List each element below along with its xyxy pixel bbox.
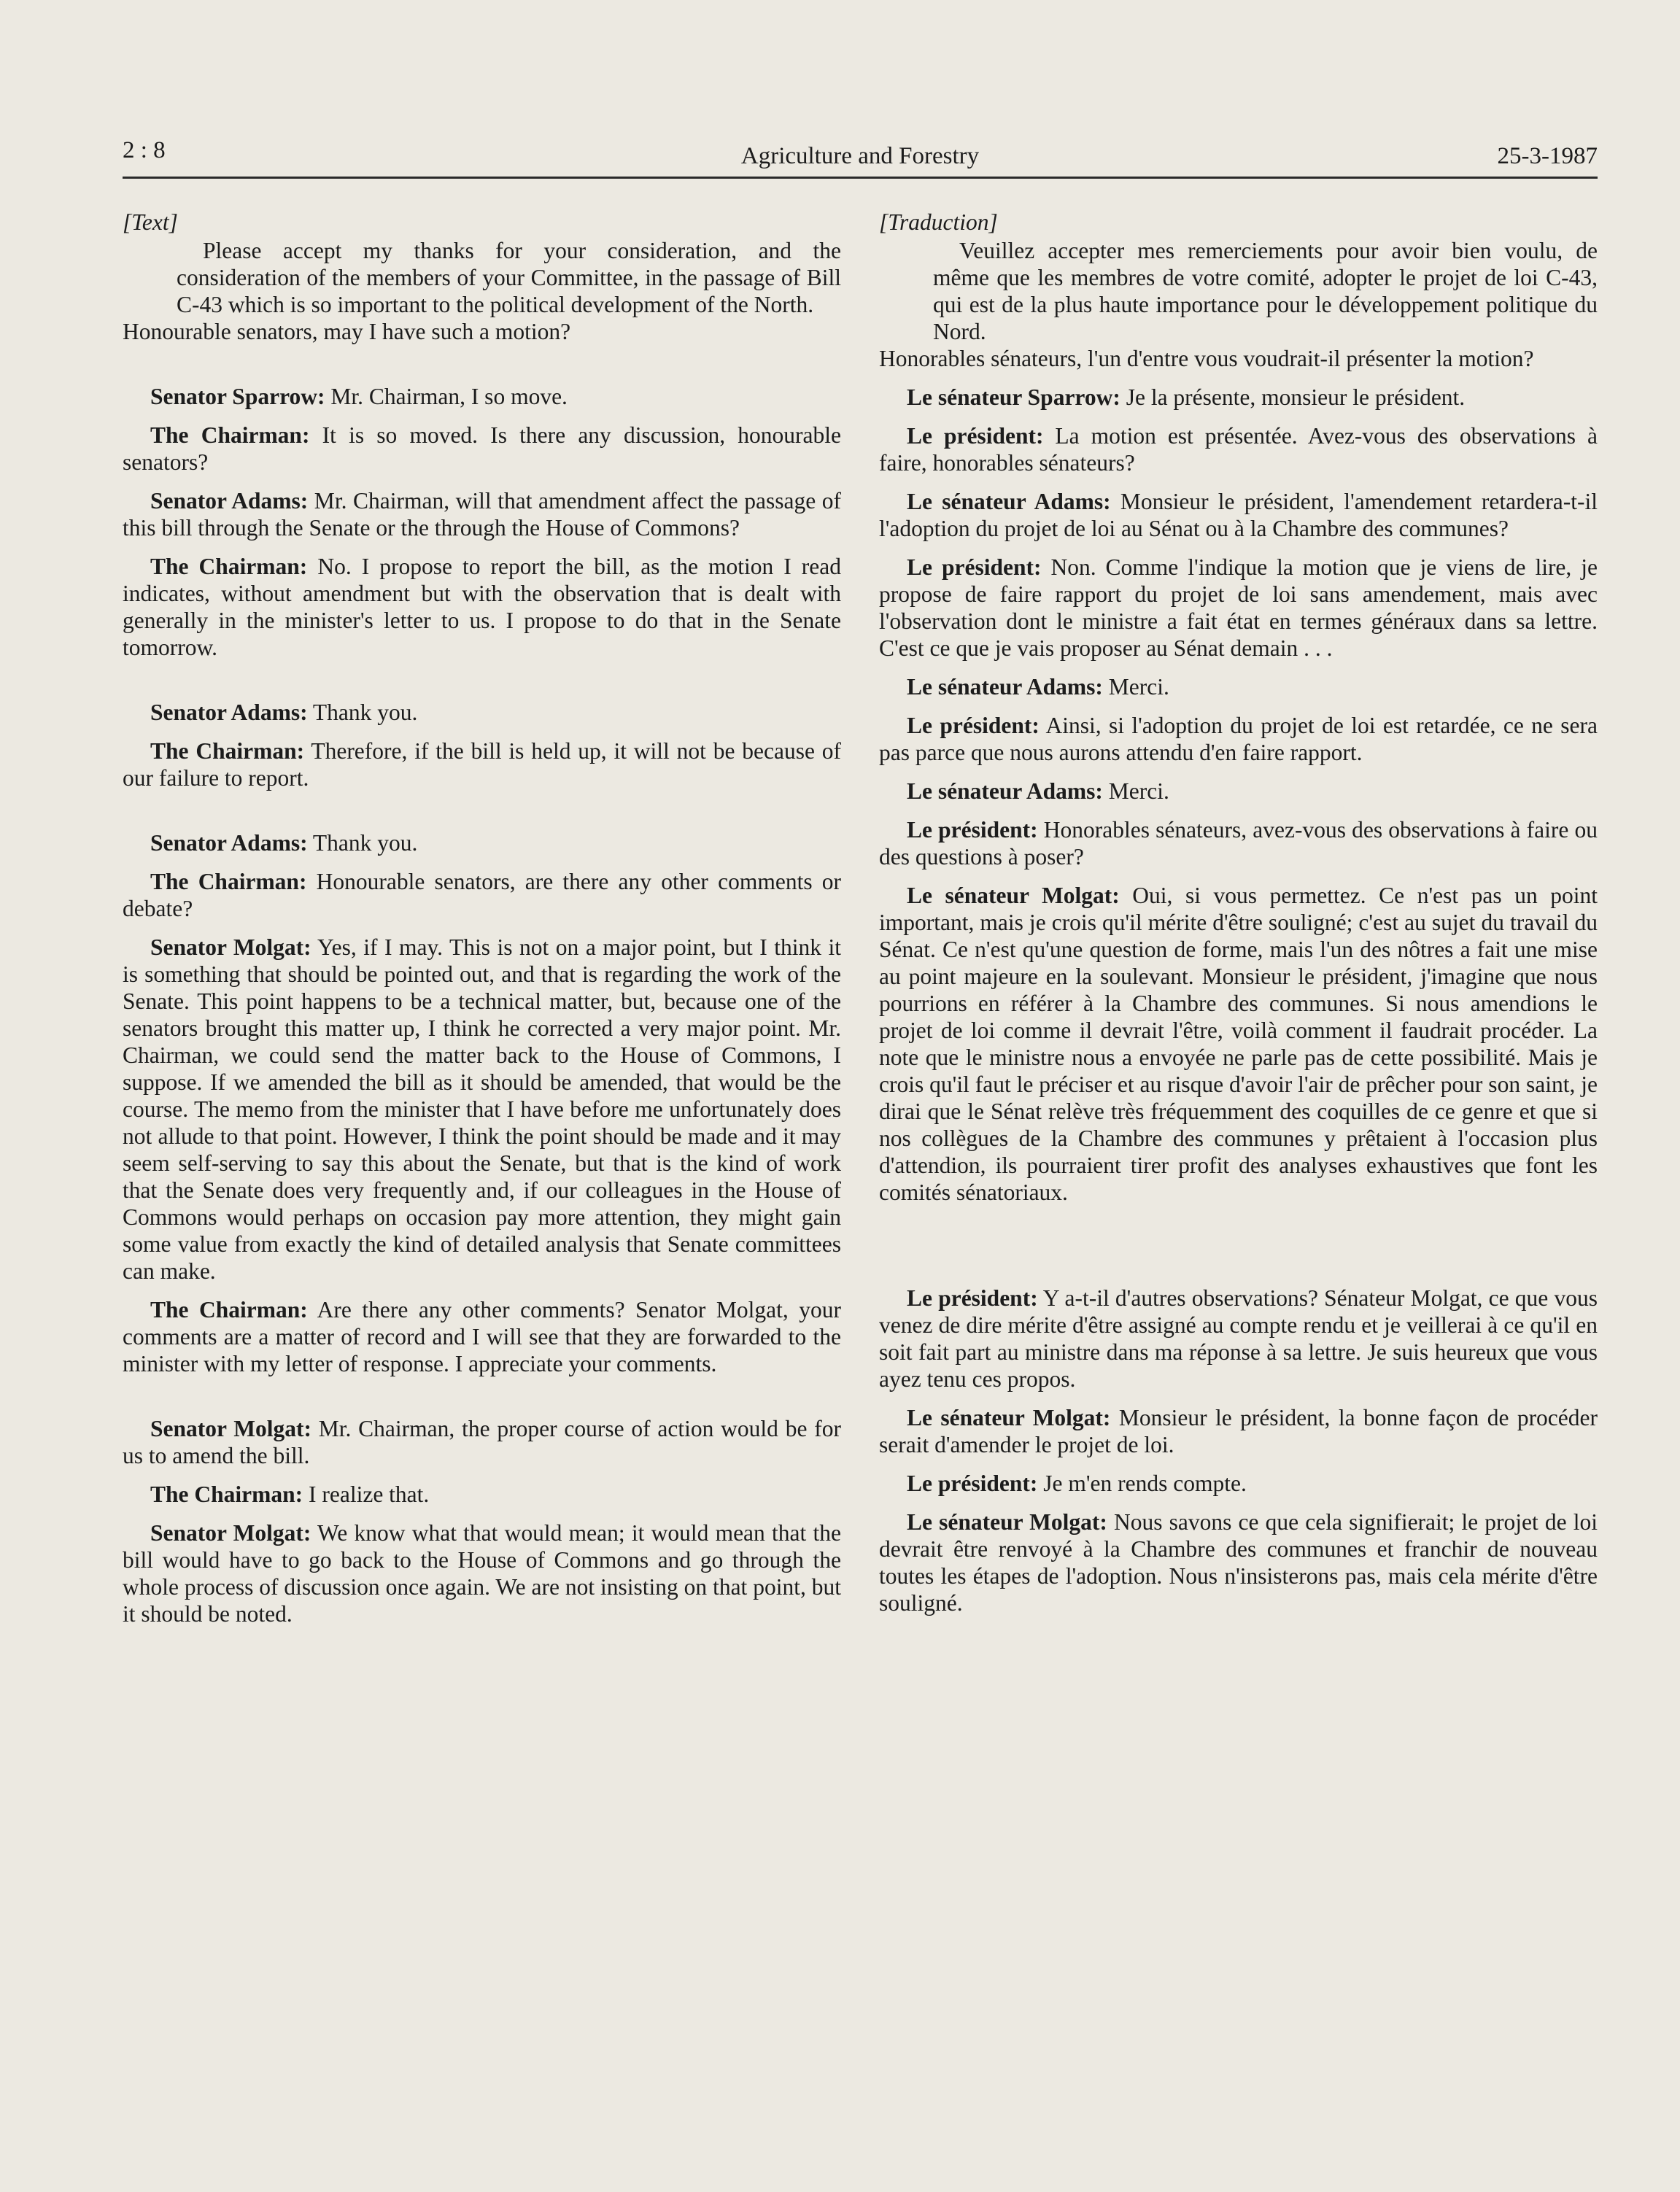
speaker-name: Le sénateur Adams: (907, 674, 1103, 700)
speaker-name: Senator Adams: (150, 488, 309, 514)
speech-paragraph (879, 673, 1598, 700)
header-date: 25-3-1987 (1497, 143, 1598, 169)
page-number: 2 : 8 (123, 137, 166, 163)
speaker-name: Le président: (907, 1471, 1038, 1496)
speech-text: Monsieur le président, la bonne façon de procéder serait d'amender le projet de loi. (879, 1405, 1598, 1457)
speech-paragraph (123, 1481, 841, 1508)
speaker-name: Le président: (907, 554, 1042, 580)
speech-paragraph (123, 1519, 841, 1627)
question-paragraph: Honorables sénateurs, l'un d'entre vous voudrait-il présenter la motion? (879, 346, 1534, 371)
section-label: [Text] (123, 209, 178, 235)
speaker-name: Le sénateur Molgat: (907, 1405, 1111, 1430)
speech-paragraph (879, 882, 1598, 1206)
speaker-name: Le sénateur Adams: (907, 489, 1111, 514)
speaker-name: Le sénateur Sparrow: (907, 384, 1120, 410)
speech-paragraph (123, 553, 841, 661)
speech-text: Monsieur le président, l'amendement retardera-t-il l'adoption du projet de loi au Sénat ou à la Chambre des communes? (879, 489, 1598, 541)
speech-paragraph (123, 868, 841, 922)
speaker-name: Le sénateur Molgat: (907, 1509, 1107, 1535)
question-paragraph: Honourable senators, may I have such a motion? (123, 319, 571, 344)
section-label: [Traduction] (879, 209, 998, 235)
english-column (123, 209, 841, 1627)
speech-text: Nous savons ce que cela signifierait; le projet de loi devrait être renvoyé à la Chambre des communes et franchir de nouveau toutes les étapes de l'adoption. Nous n'insisterons pas, mais cela mérite d'être souligné. (879, 1509, 1598, 1616)
speaker-name: The Chairman: (150, 1482, 303, 1507)
letter-quote: Veuillez accepter mes remerciements pour avoir bien voulu, de même que les membres de votre comité, adopter le projet de loi C-43, qui est de la plus haute importance pour le développement politique du Nord. (933, 238, 1598, 344)
speech-text: Je la présente, monsieur le président. (1120, 384, 1466, 410)
speaker-name: Senator Molgat: (150, 934, 311, 960)
speaker-name: Le sénateur Adams: (907, 778, 1103, 804)
page-header (123, 137, 1598, 181)
speech-text: Ainsi, si l'adoption du projet de loi est retardée, ce ne sera pas parce que nous aurons attendu d'en faire rapport. (879, 713, 1598, 765)
speaker-name: Senator Sparrow: (150, 384, 325, 409)
speaker-name: Le président: (907, 817, 1038, 843)
speech-paragraph (123, 829, 841, 856)
speech-paragraph (879, 1404, 1598, 1458)
speaker-name: Senator Adams: (150, 830, 308, 856)
speech-text: We know what that would mean; it would mean that the bill would have to go back to the House of Commons and go through the whole process of discussion once again. We are not insisting on that point, but it should be noted. (123, 1520, 841, 1627)
speech-paragraph (879, 488, 1598, 542)
speech-text: Non. Comme l'indique la motion que je viens de lire, je propose de faire rapport du projet de loi sans amendement, mais avec l'observation dont le ministre a fait état en termes généraux dans sa lettre. C'est ce que je vais proposer au Sénat demain . . . (879, 554, 1598, 661)
speaker-name: Le président: (907, 713, 1040, 738)
speech-text: Yes, if I may. This is not on a major point, but I think it is something that should be pointed out, and that is regarding the work of the Senate. This point happens to be a technical matter, but, because one of the senators brought this matter up, I think he corrected a very major point. Mr. Chairman, we could send the matter back to the House of Commons, I suppose. If we amended the bill as it should be amended, that would be the course. The memo from the minister that I have before me unfortunately does not allude to that point. However, I think the point should be made and it may seem self-serving to say this about the Senate, but that is the kind of work that the Senate does very frequently and, if our colleagues in the House of Commons would perhaps on occasion pay more attention, they might gain some value from exactly the kind of detailed analysis that Senate committees can make. (123, 934, 841, 1284)
speaker-name: Senator Molgat: (150, 1520, 311, 1546)
speech-paragraph (123, 1415, 841, 1469)
speaker-name: Le président: (907, 423, 1044, 449)
speaker-name: Le sénateur Molgat: (907, 883, 1120, 908)
speech-paragraph (879, 384, 1598, 411)
french-column (879, 209, 1598, 1616)
speech-text: I realize that. (303, 1482, 430, 1507)
speech-paragraph (879, 422, 1598, 476)
speech-text: Mr. Chairman, the proper course of action would be for us to amend the bill. (123, 1416, 841, 1468)
letter-quote: Please accept my thanks for your consideration, and the consideration of the members of your Committee, in the passage of Bill C-43 which is so important to the political development of the North. (177, 238, 841, 317)
speech-paragraph (123, 934, 841, 1285)
speech-paragraph (123, 1296, 841, 1377)
speaker-name: The Chairman: (150, 1297, 308, 1322)
speech-paragraph (123, 699, 841, 726)
speech-paragraph (879, 554, 1598, 662)
header-rule (123, 177, 1598, 179)
speech-paragraph (123, 422, 841, 476)
speech-text: Therefore, if the bill is held up, it will not be because of our failure to report. (123, 738, 841, 791)
speech-text: Merci. (1102, 674, 1169, 700)
speaker-name: Senator Molgat: (150, 1416, 311, 1441)
speaker-name: The Chairman: (150, 738, 305, 764)
speech-paragraph (879, 1509, 1598, 1616)
speaker-name: Senator Adams: (150, 700, 308, 725)
speech-paragraph (879, 712, 1598, 766)
committee-title: Agriculture and Forestry (740, 143, 980, 169)
speech-text: Are there any other comments? Senator Molgat, your comments are a matter of record and I will see that they are forwarded to the minister with my letter of response. I appreciate your comments. (123, 1297, 841, 1376)
speech-text: Honorables sénateurs, avez-vous des observations à faire ou des questions à poser? (879, 817, 1598, 870)
speaker-name: The Chairman: (150, 554, 308, 579)
speech-paragraph (123, 487, 841, 541)
speech-text: Oui, si vous permettez. Ce n'est pas un point important, mais je crois qu'il mérite d'être souligné; c'est au sujet du travail du Sénat. Ce n'est qu'une question de forme, mais l'un des nôtres a fait une mise au point majeure en la soulevant. Monsieur le président, j'imagine que nous pourrions en référer à la Chambre des communes. Si nous amendions le projet de loi comme il devrait l'être, voilà comment il faudrait procéder. La note que le ministre nous a envoyée ne parle pas de cette possibilité. Mais je crois qu'il faut le préciser et au risque d'avoir l'air de prêcher pour son saint, je dirai que le Sénat relève très fréquemment des coquilles de ce genre et que si nos collègues de la Chambre des communes y prêtaient à l'occasion plus d'attendion, ils pourraient tirer profit des analyses exhaustives que font les comités sénatoriaux. (879, 883, 1598, 1205)
speech-text: Merci. (1102, 778, 1169, 804)
speech-text: Honourable senators, are there any other comments or debate? (123, 869, 841, 921)
speech-paragraph (879, 1285, 1598, 1393)
speech-text: Y a-t-il d'autres observations? Sénateur Molgat, ce que vous venez de dire mérite d'être assigné au compte rendu et je veillerai à ce qu'il en soit fait part au ministre dans ma réponse à sa lettre. Je suis heureux que vous ayez tenu ces propos. (879, 1285, 1598, 1392)
speech-text: No. I propose to report the bill, as the motion I read indicates, without amendment but with the observation that is dealt with generally in the minister's letter to us. I propose to do that in the Senate tomorrow. (123, 554, 841, 660)
speech-text: La motion est présentée. Avez-vous des observations à faire, honorables sénateurs? (879, 423, 1598, 476)
speech-text: Mr. Chairman, will that amendment affect the passage of this bill through the Senate or the through the House of Commons? (123, 488, 841, 541)
speech-paragraph (123, 737, 841, 791)
speech-paragraph (879, 1470, 1598, 1497)
speech-paragraph (879, 778, 1598, 805)
speech-text: Thank you. (307, 700, 418, 725)
speech-text: Thank you. (307, 830, 418, 856)
speaker-name: The Chairman: (150, 869, 307, 894)
speaker-name: Le président: (907, 1285, 1038, 1311)
speech-paragraph (879, 816, 1598, 870)
speech-paragraph (123, 383, 841, 410)
speech-text: Je m'en rends compte. (1037, 1471, 1247, 1496)
speaker-name: The Chairman: (150, 422, 310, 448)
speech-text: It is so moved. Is there any discussion, honourable senators? (123, 422, 842, 475)
speech-text: Mr. Chairman, I so move. (325, 384, 568, 409)
